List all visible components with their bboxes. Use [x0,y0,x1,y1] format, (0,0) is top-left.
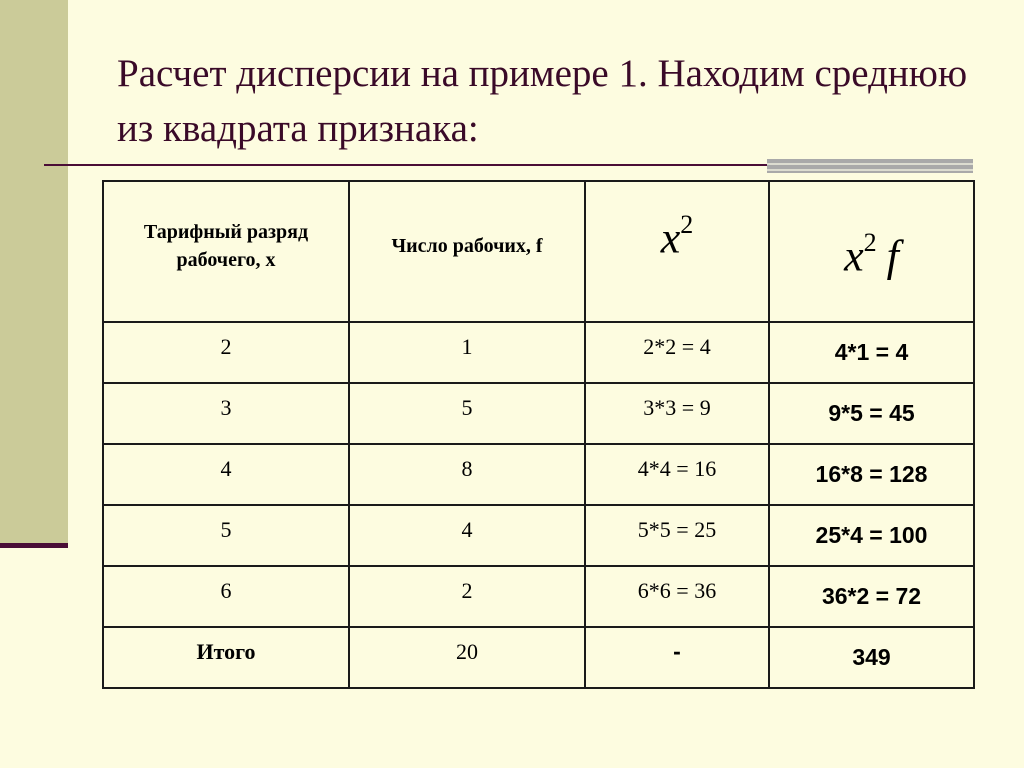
formula-x-squared-f [844,227,899,281]
title-underline [44,164,810,166]
table-total-row [103,627,974,688]
cell-total-f: 20 [349,627,585,688]
table-row [103,444,974,505]
header-worker-count-label: Число рабочих, f [391,234,543,257]
cell-x2: 3*3 = 9 [585,383,769,444]
cell-f: 4 [349,505,585,566]
cell-x: 3 [103,383,349,444]
cell-f: 2 [349,566,585,627]
cell-x2f: 36*2 = 72 [769,566,974,627]
cell-x2: 2*2 = 4 [585,322,769,383]
header-tariff-grade [103,181,349,322]
cell-total-label: Итого [103,627,349,688]
header-tariff-grade-label: Тарифный разряд рабочего, х [143,220,309,271]
formula-x-squared-exp: 2 [680,209,694,239]
header-worker-count [349,181,585,322]
cell-x2: 5*5 = 25 [585,505,769,566]
side-decoration-bar [0,0,68,546]
table-row [103,322,974,383]
cell-x2f: 16*8 = 128 [769,444,974,505]
cell-x2f: 4*1 = 4 [769,322,974,383]
cell-x2f: 9*5 = 45 [769,383,974,444]
cell-total-x2: - [585,627,769,688]
table-row [103,505,974,566]
formula-x-squared-f-exp: 2 [863,227,877,257]
cell-x: 5 [103,505,349,566]
cell-x: 6 [103,566,349,627]
header-x-squared-f [769,181,974,322]
cell-x: 4 [103,444,349,505]
side-accent-line [0,543,68,548]
cell-f: 5 [349,383,585,444]
table-header-row [103,181,974,322]
variance-table [102,180,975,689]
title-gray-bar [767,159,973,173]
cell-x: 2 [103,322,349,383]
table-row [103,566,974,627]
cell-x2: 6*6 = 36 [585,566,769,627]
header-x-squared [585,181,769,322]
formula-x-squared-var: x [660,213,681,263]
cell-f: 1 [349,322,585,383]
formula-x-squared-f-tail: f [886,231,899,281]
table-row [103,383,974,444]
formula-x-squared-f-var: x [844,231,864,281]
cell-x2: 4*4 = 16 [585,444,769,505]
formula-x-squared [660,209,694,263]
cell-total-x2f: 349 [769,627,974,688]
cell-f: 8 [349,444,585,505]
cell-x2f: 25*4 = 100 [769,505,974,566]
slide-title: Расчет дисперсии на примере 1. Находим среднюю из квадрата признака: [117,52,968,150]
